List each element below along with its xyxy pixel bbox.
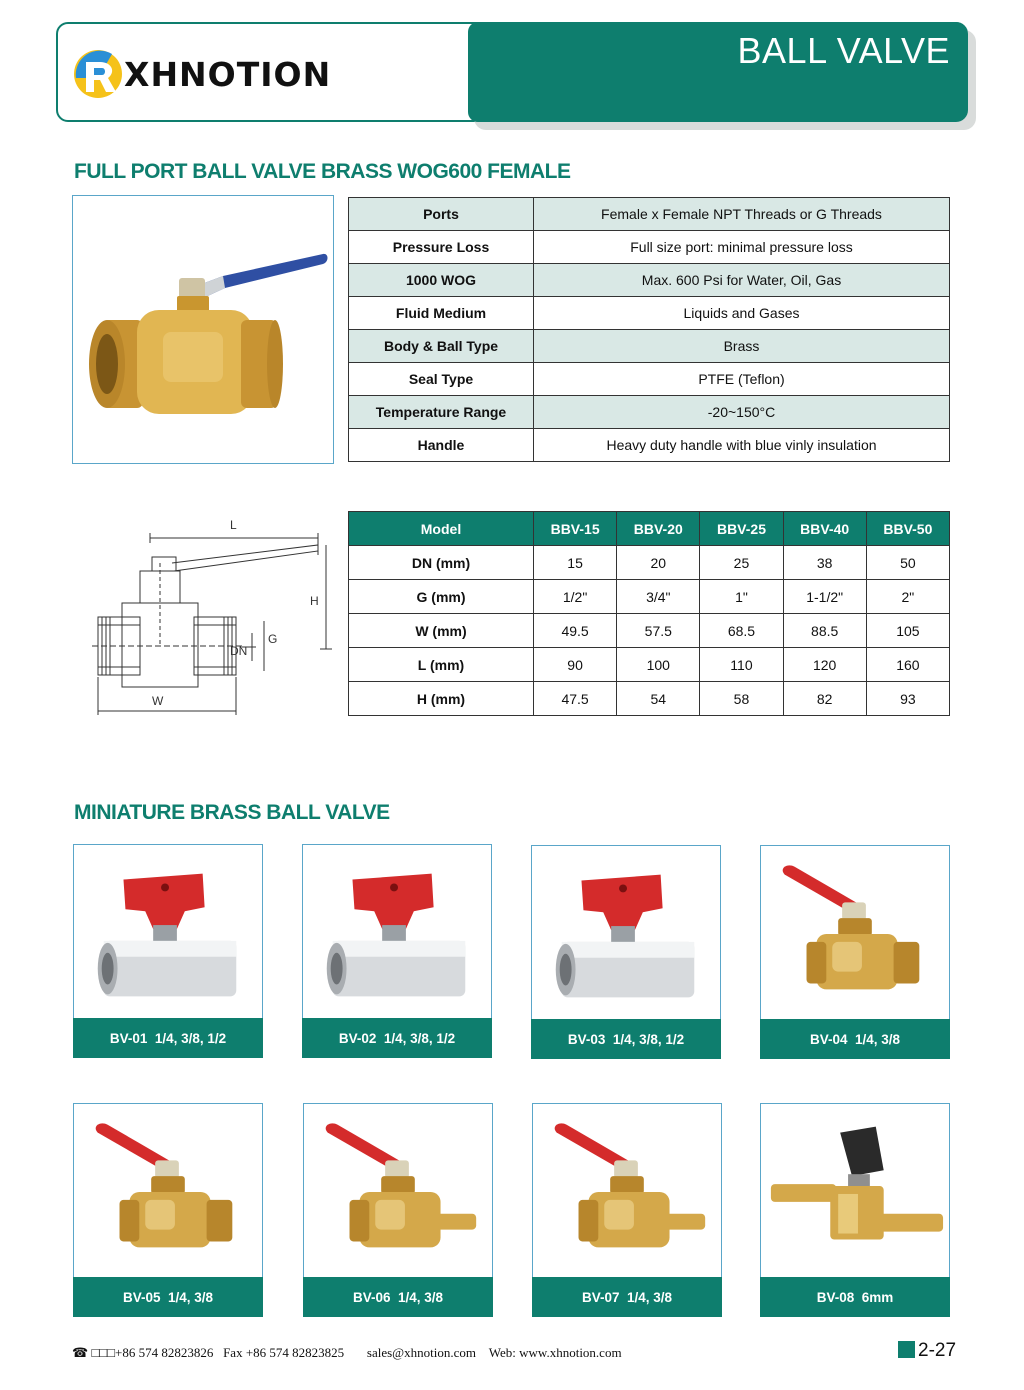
dims-row	[349, 614, 950, 648]
spec-value: -20~150°C	[534, 396, 950, 429]
dims-row	[349, 682, 950, 716]
spec-row	[349, 264, 950, 297]
page-number-text: 2-27	[918, 1340, 957, 1361]
product-card	[760, 845, 950, 1059]
section-title-full-port: FULL PORT BALL VALVE BRASS WOG600 FEMALE	[74, 160, 571, 183]
dims-cell: 100	[617, 648, 700, 682]
dims-cell: 90	[534, 648, 617, 682]
product-label: BV-02 1/4, 3/8, 1/2	[302, 1018, 492, 1058]
product-card	[73, 1103, 263, 1317]
dim-label-l: L	[230, 518, 237, 532]
dims-row-label: DN (mm)	[349, 546, 534, 580]
dims-cell: 57.5	[617, 614, 700, 648]
mini-valve-photo-icon	[532, 846, 720, 1020]
dim-label-dn: DN	[230, 644, 248, 658]
dim-label-h: H	[310, 594, 319, 608]
dims-row-label: G (mm)	[349, 580, 534, 614]
spec-label: Temperature Range	[349, 396, 534, 429]
product-label: BV-06 1/4, 3/8	[303, 1277, 493, 1317]
dims-row-label: L (mm)	[349, 648, 534, 682]
dims-cell: 38	[783, 546, 866, 580]
dims-cell: 49.5	[534, 614, 617, 648]
section-title-miniature: MINIATURE BRASS BALL VALVE	[74, 801, 390, 824]
dims-row-label: H (mm)	[349, 682, 534, 716]
page-marker-icon	[898, 1341, 915, 1358]
spec-label: 1000 WOG	[349, 264, 534, 297]
dims-cell: 15	[534, 546, 617, 580]
product-label: BV-04 1/4, 3/8	[760, 1019, 950, 1059]
brand-logo-icon	[72, 48, 128, 100]
product-card	[303, 1103, 493, 1317]
product-label: BV-07 1/4, 3/8	[532, 1277, 722, 1317]
page-number	[898, 1340, 956, 1362]
footer-contact: ☎ □□□+86 574 82823826 Fax +86 574 82823825 sales@xhnotion.com Web: www.xhnotion.com	[72, 1345, 622, 1360]
spec-value: Brass	[534, 330, 950, 363]
product-card	[531, 845, 721, 1059]
dims-cell: 68.5	[700, 614, 783, 648]
dim-label-g: G	[268, 632, 278, 646]
dims-cell: 88.5	[783, 614, 866, 648]
dims-cell: 93	[866, 682, 949, 716]
product-label: BV-01 1/4, 3/8, 1/2	[73, 1018, 263, 1058]
dims-header-cell: BBV-20	[617, 512, 700, 546]
brand-name: XHNOTION	[124, 55, 332, 94]
spec-label: Fluid Medium	[349, 297, 534, 330]
dims-cell: 47.5	[534, 682, 617, 716]
product-card	[73, 844, 263, 1058]
mini-valve-photo-icon	[304, 1104, 492, 1278]
spec-label: Handle	[349, 429, 534, 462]
dim-label-w: W	[152, 694, 164, 708]
dims-cell: 2"	[866, 580, 949, 614]
page-title: BALL VALVE	[737, 30, 950, 71]
spec-label: Seal Type	[349, 363, 534, 396]
spec-row	[349, 198, 950, 231]
mini-valve-photo-icon	[74, 845, 262, 1019]
valve-dimension-drawing	[92, 515, 332, 715]
spec-value: Liquids and Gases	[534, 297, 950, 330]
spec-label: Pressure Loss	[349, 231, 534, 264]
product-card	[532, 1103, 722, 1317]
dims-cell: 110	[700, 648, 783, 682]
spec-row	[349, 330, 950, 363]
dims-header-cell: BBV-50	[866, 512, 949, 546]
dimension-table	[348, 511, 950, 716]
product-card	[760, 1103, 950, 1317]
dims-cell: 1-1/2"	[783, 580, 866, 614]
full-port-valve-photo	[72, 195, 334, 464]
spec-row	[349, 363, 950, 396]
spec-value: Female x Female NPT Threads or G Threads	[534, 198, 950, 231]
spec-label: Body & Ball Type	[349, 330, 534, 363]
dims-header-cell: Model	[349, 512, 534, 546]
dims-cell: 1/2"	[534, 580, 617, 614]
dims-row	[349, 648, 950, 682]
dims-cell: 58	[700, 682, 783, 716]
spec-row	[349, 429, 950, 462]
dims-row	[349, 546, 950, 580]
dims-cell: 1"	[700, 580, 783, 614]
spec-value: Heavy duty handle with blue vinly insulation	[534, 429, 950, 462]
spec-label: Ports	[349, 198, 534, 231]
mini-valve-photo-icon	[761, 846, 949, 1020]
dims-cell: 120	[783, 648, 866, 682]
mini-valve-photo-icon	[761, 1104, 949, 1278]
dims-cell: 25	[700, 546, 783, 580]
spec-row	[349, 396, 950, 429]
product-card	[302, 844, 492, 1058]
mini-valve-photo-icon	[74, 1104, 262, 1278]
spec-table	[348, 197, 950, 462]
product-label: BV-03 1/4, 3/8, 1/2	[531, 1019, 721, 1059]
product-label: BV-05 1/4, 3/8	[73, 1277, 263, 1317]
spec-value: PTFE (Teflon)	[534, 363, 950, 396]
dims-cell: 54	[617, 682, 700, 716]
spec-value: Max. 600 Psi for Water, Oil, Gas	[534, 264, 950, 297]
dims-header-cell: BBV-40	[783, 512, 866, 546]
dims-header-cell: BBV-15	[534, 512, 617, 546]
dims-cell: 82	[783, 682, 866, 716]
product-label: BV-08 6mm	[760, 1277, 950, 1317]
mini-valve-photo-icon	[303, 845, 491, 1019]
dims-cell: 160	[866, 648, 949, 682]
spec-value: Full size port: minimal pressure loss	[534, 231, 950, 264]
dims-cell: 20	[617, 546, 700, 580]
brass-ball-valve-blue-handle-icon	[73, 196, 333, 463]
spec-row	[349, 297, 950, 330]
dims-cell: 50	[866, 546, 949, 580]
dims-cell: 3/4"	[617, 580, 700, 614]
dims-cell: 105	[866, 614, 949, 648]
dims-header-cell: BBV-25	[700, 512, 783, 546]
dims-row	[349, 580, 950, 614]
spec-row	[349, 231, 950, 264]
mini-valve-photo-icon	[533, 1104, 721, 1278]
dims-row-label: W (mm)	[349, 614, 534, 648]
